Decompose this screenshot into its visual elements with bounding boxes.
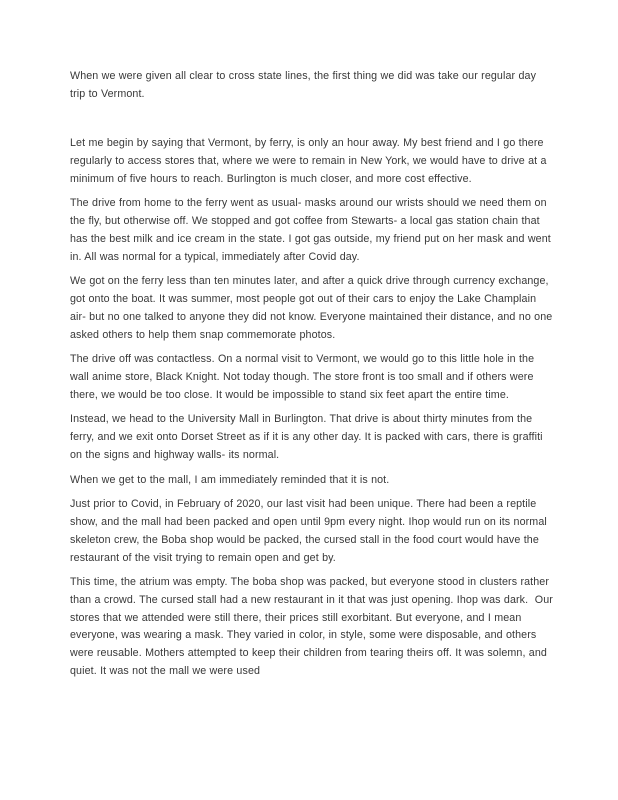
paragraph-9: Just prior to Covid, in February of 2020, our last visit had been unique. There had been a reptile show, and the mall had been packed and open until 9pm every night. Ihop would run on its normal skeleton crew, the Boba shop would be packed, the cursed stall in the food court would have the restaurant of the visit trying to remain open and get by.: [70, 498, 551, 564]
paragraph-10: This time, the atrium was empty. The boba shop was packed, but everyone stood in clusters rather than a crowd. The cursed stall had a new restaurant in it that was just opening. Ihop was dark. Our stores that we attended were still there, their prices still exorbitant. But everyone, and I mean everyone, was wearing a mask. They varied in color, in style, some were disposable, and others were reusable. Mothers attempted to keep their children from tearing theirs off. It was solemn, and quiet. It was not the mall we were used: [70, 576, 557, 678]
paragraph-3: Let me begin by saying that Vermont, by ferry, is only an hour away. My best friend and I go there regularly to access stores that, where we were to remain in New York, we would have to drive at a minimum of five hours to reach. Burlington is much closer, and more cost effective.: [70, 136, 550, 185]
paragraph-7: Instead, we head to the University Mall in Burlington. That drive is about thirty minutes from the ferry, and we exit onto Dorset Street as if it is any other day. It is packed with cars, there is graffiti on the signs and highway walls- its normal.: [70, 413, 546, 461]
empty-paragraph: [70, 110, 553, 128]
paragraph-6: The drive off was contactless. On a normal visit to Vermont, we would go to this little hole in the wall anime store, Black Knight. Not today though. The store front is too small and if others were there, we would be too close. It would be impossible to stand six feet apart the entire time.: [70, 353, 538, 401]
document-body: [70, 68, 557, 688]
paragraph-1: When we were given all clear to cross state lines, the first thing we did was take our regular day trip to Vermont.: [70, 70, 540, 100]
paragraph-5: We got on the ferry less than ten minutes later, and after a quick drive through currency exchange, got onto the boat. It was summer, most people got out of their cars to enjoy the Lake Champlain air- but no one talked to anyone they did not know. Everyone maintained their distance, and no one asked others to help them snap commemorate photos.: [70, 275, 556, 341]
paragraph-8: When we get to the mall, I am immediately reminded that it is not.: [70, 473, 390, 486]
paragraph-4: The drive from home to the ferry went as usual- masks around our wrists should we need them on the fly, but otherwise off. We stopped and got coffee from Stewarts- a local gas station chain that has the best milk and ice cream in the state. I got gas outside, my friend put on her mask and went in. All was normal for a typical, immediately after Covid day.: [70, 197, 555, 263]
